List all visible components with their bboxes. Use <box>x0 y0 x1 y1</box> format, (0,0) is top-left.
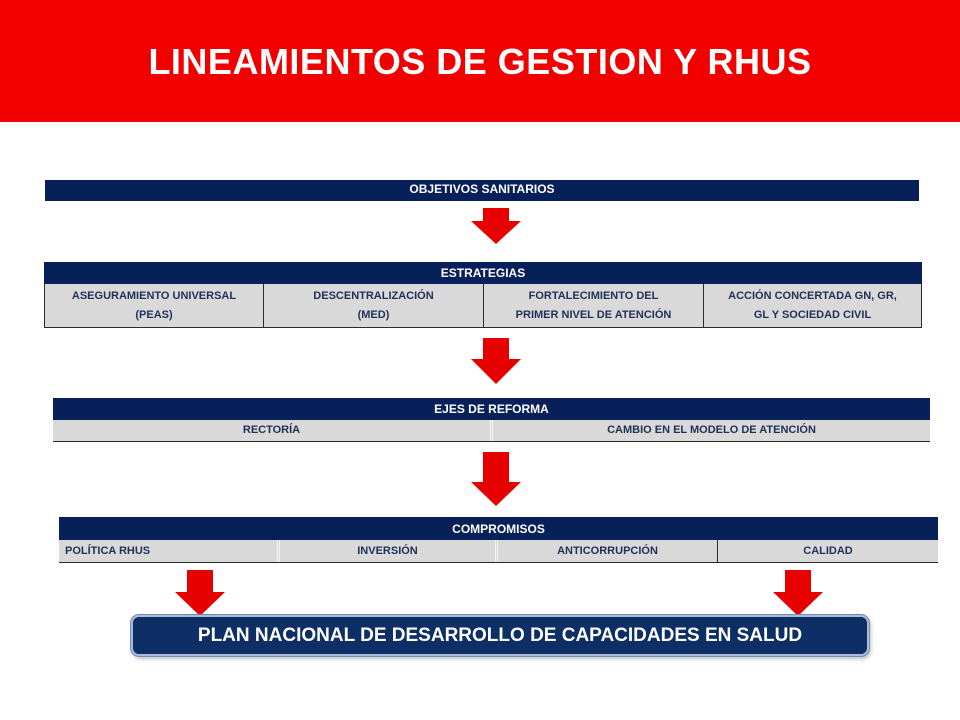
compromiso-cell: POLÍTICA RHUS <box>59 540 280 562</box>
estrategia-cell: FORTALECIMIENTO DEL PRIMER NIVEL DE ATENCIÓN <box>484 284 704 327</box>
compromisos-header <box>59 517 938 540</box>
down-arrow-icon <box>471 208 521 244</box>
estrategia-cell: DESCENTRALIZACIÓN (MED) <box>264 284 484 327</box>
title-banner <box>0 0 960 122</box>
compromisos-table <box>59 540 938 563</box>
compromiso-cell: ANTICORRUPCIÓN <box>498 540 718 562</box>
ejes-header <box>53 398 930 420</box>
estrategias-header <box>44 262 922 284</box>
eje-cell: RECTORÍA <box>53 420 493 441</box>
estrategia-cell: ASEGURAMIENTO UNIVERSAL (PEAS) <box>45 284 264 327</box>
compromiso-cell: CALIDAD <box>718 540 938 562</box>
compromiso-cell: INVERSIÓN <box>280 540 498 562</box>
plan-nacional-box <box>131 615 869 656</box>
plan-label: PLAN NACIONAL DE DESARROLLO DE CAPACIDADES EN SALUD <box>197 624 803 646</box>
down-arrow-icon <box>773 570 823 616</box>
down-arrow-icon <box>471 338 521 384</box>
page-title: LINEAMIENTOS DE GESTION Y RHUS <box>148 41 812 82</box>
compromisos-label: COMPROMISOS <box>452 521 545 536</box>
estrategias-label: ESTRATEGIAS <box>440 266 526 280</box>
estrategia-cell: ACCIÓN CONCERTADA GN, GR, GL Y SOCIEDAD CIVIL <box>704 284 921 327</box>
ejes-label: EJES DE REFORMA <box>434 402 549 416</box>
objetivos-sanitarios-bar <box>45 180 919 201</box>
estrategias-table <box>44 284 922 328</box>
objetivos-label: OBJETIVOS SANITARIOS <box>409 182 555 196</box>
eje-cell: CAMBIO EN EL MODELO DE ATENCIÓN <box>493 420 930 441</box>
down-arrow-icon <box>175 570 225 616</box>
down-arrow-icon <box>471 452 521 506</box>
ejes-table <box>53 420 930 442</box>
